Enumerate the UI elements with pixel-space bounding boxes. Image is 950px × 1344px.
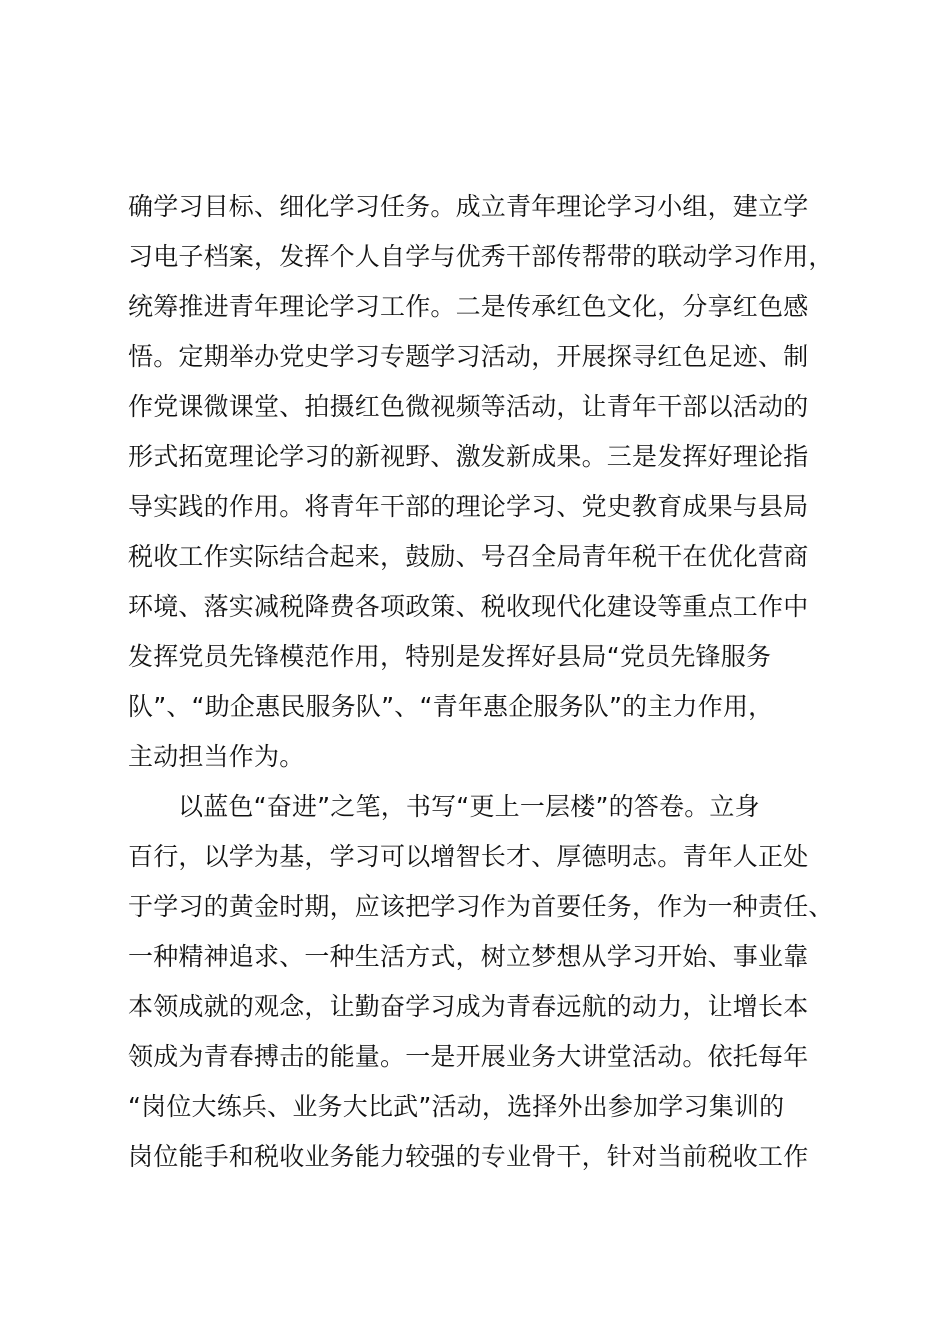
text-line: 以蓝色“奋进”之笔，书写“更上一层楼”的答卷。立身 [178,792,760,821]
text-line: 百行，以学为基，学习可以增智长才、厚德明志。青年人正处 [128,842,809,871]
text-line: 税收工作实际结合起来，鼓励、号召全局青年税干在优化营商 [128,542,809,571]
text-line: 发挥党员先锋模范作用，特别是发挥好县局“党员先锋服务 [128,642,772,671]
text-line: 统筹推进青年理论学习工作。二是传承红色文化，分享红色感 [128,292,809,321]
text-line: 悟。定期举办党史学习专题学习活动，开展探寻红色足迹、制 [128,342,809,371]
text-line: 本领成就的观念，让勤奋学习成为青春远航的动力，让增长本 [128,992,809,1021]
paragraph-2 [128,782,868,1182]
text-line: 环境、落实减税降费各项政策、税收现代化建设等重点工作中 [128,592,809,621]
paragraph-1 [128,182,868,782]
text-line: 一种精神追求、一种生活方式，树立梦想从学习开始、事业靠 [128,942,809,971]
text-line: 于学习的黄金时期，应该把学习作为首要任务，作为一种责任、 [128,892,834,921]
text-line: 领成为青春搏击的能量。一是开展业务大讲堂活动。依托每年 [128,1042,809,1071]
text-line: “岗位大练兵、业务大比武”活动，选择外出参加学习集训的 [128,1092,785,1121]
text-line: 导实践的作用。将青年干部的理论学习、党史教育成果与县局 [128,492,809,521]
text-line: 习电子档案，发挥个人自学与优秀干部传帮带的联动学习作用， [128,242,834,271]
text-line: 形式拓宽理论学习的新视野、激发新成果。三是发挥好理论指 [128,442,809,471]
body-text [128,182,868,1182]
text-line: 作党课微课堂、拍摄红色微视频等活动，让青年干部以活动的 [128,392,809,421]
text-line: 队”、“助企惠民服务队”、“青年惠企服务队”的主力作用， [128,692,774,721]
text-line: 确学习目标、细化学习任务。成立青年理论学习小组，建立学 [128,192,809,221]
text-line: 主动担当作为。 [128,742,305,771]
text-line: 岗位能手和税收业务能力较强的专业骨干，针对当前税收工作 [128,1142,809,1171]
